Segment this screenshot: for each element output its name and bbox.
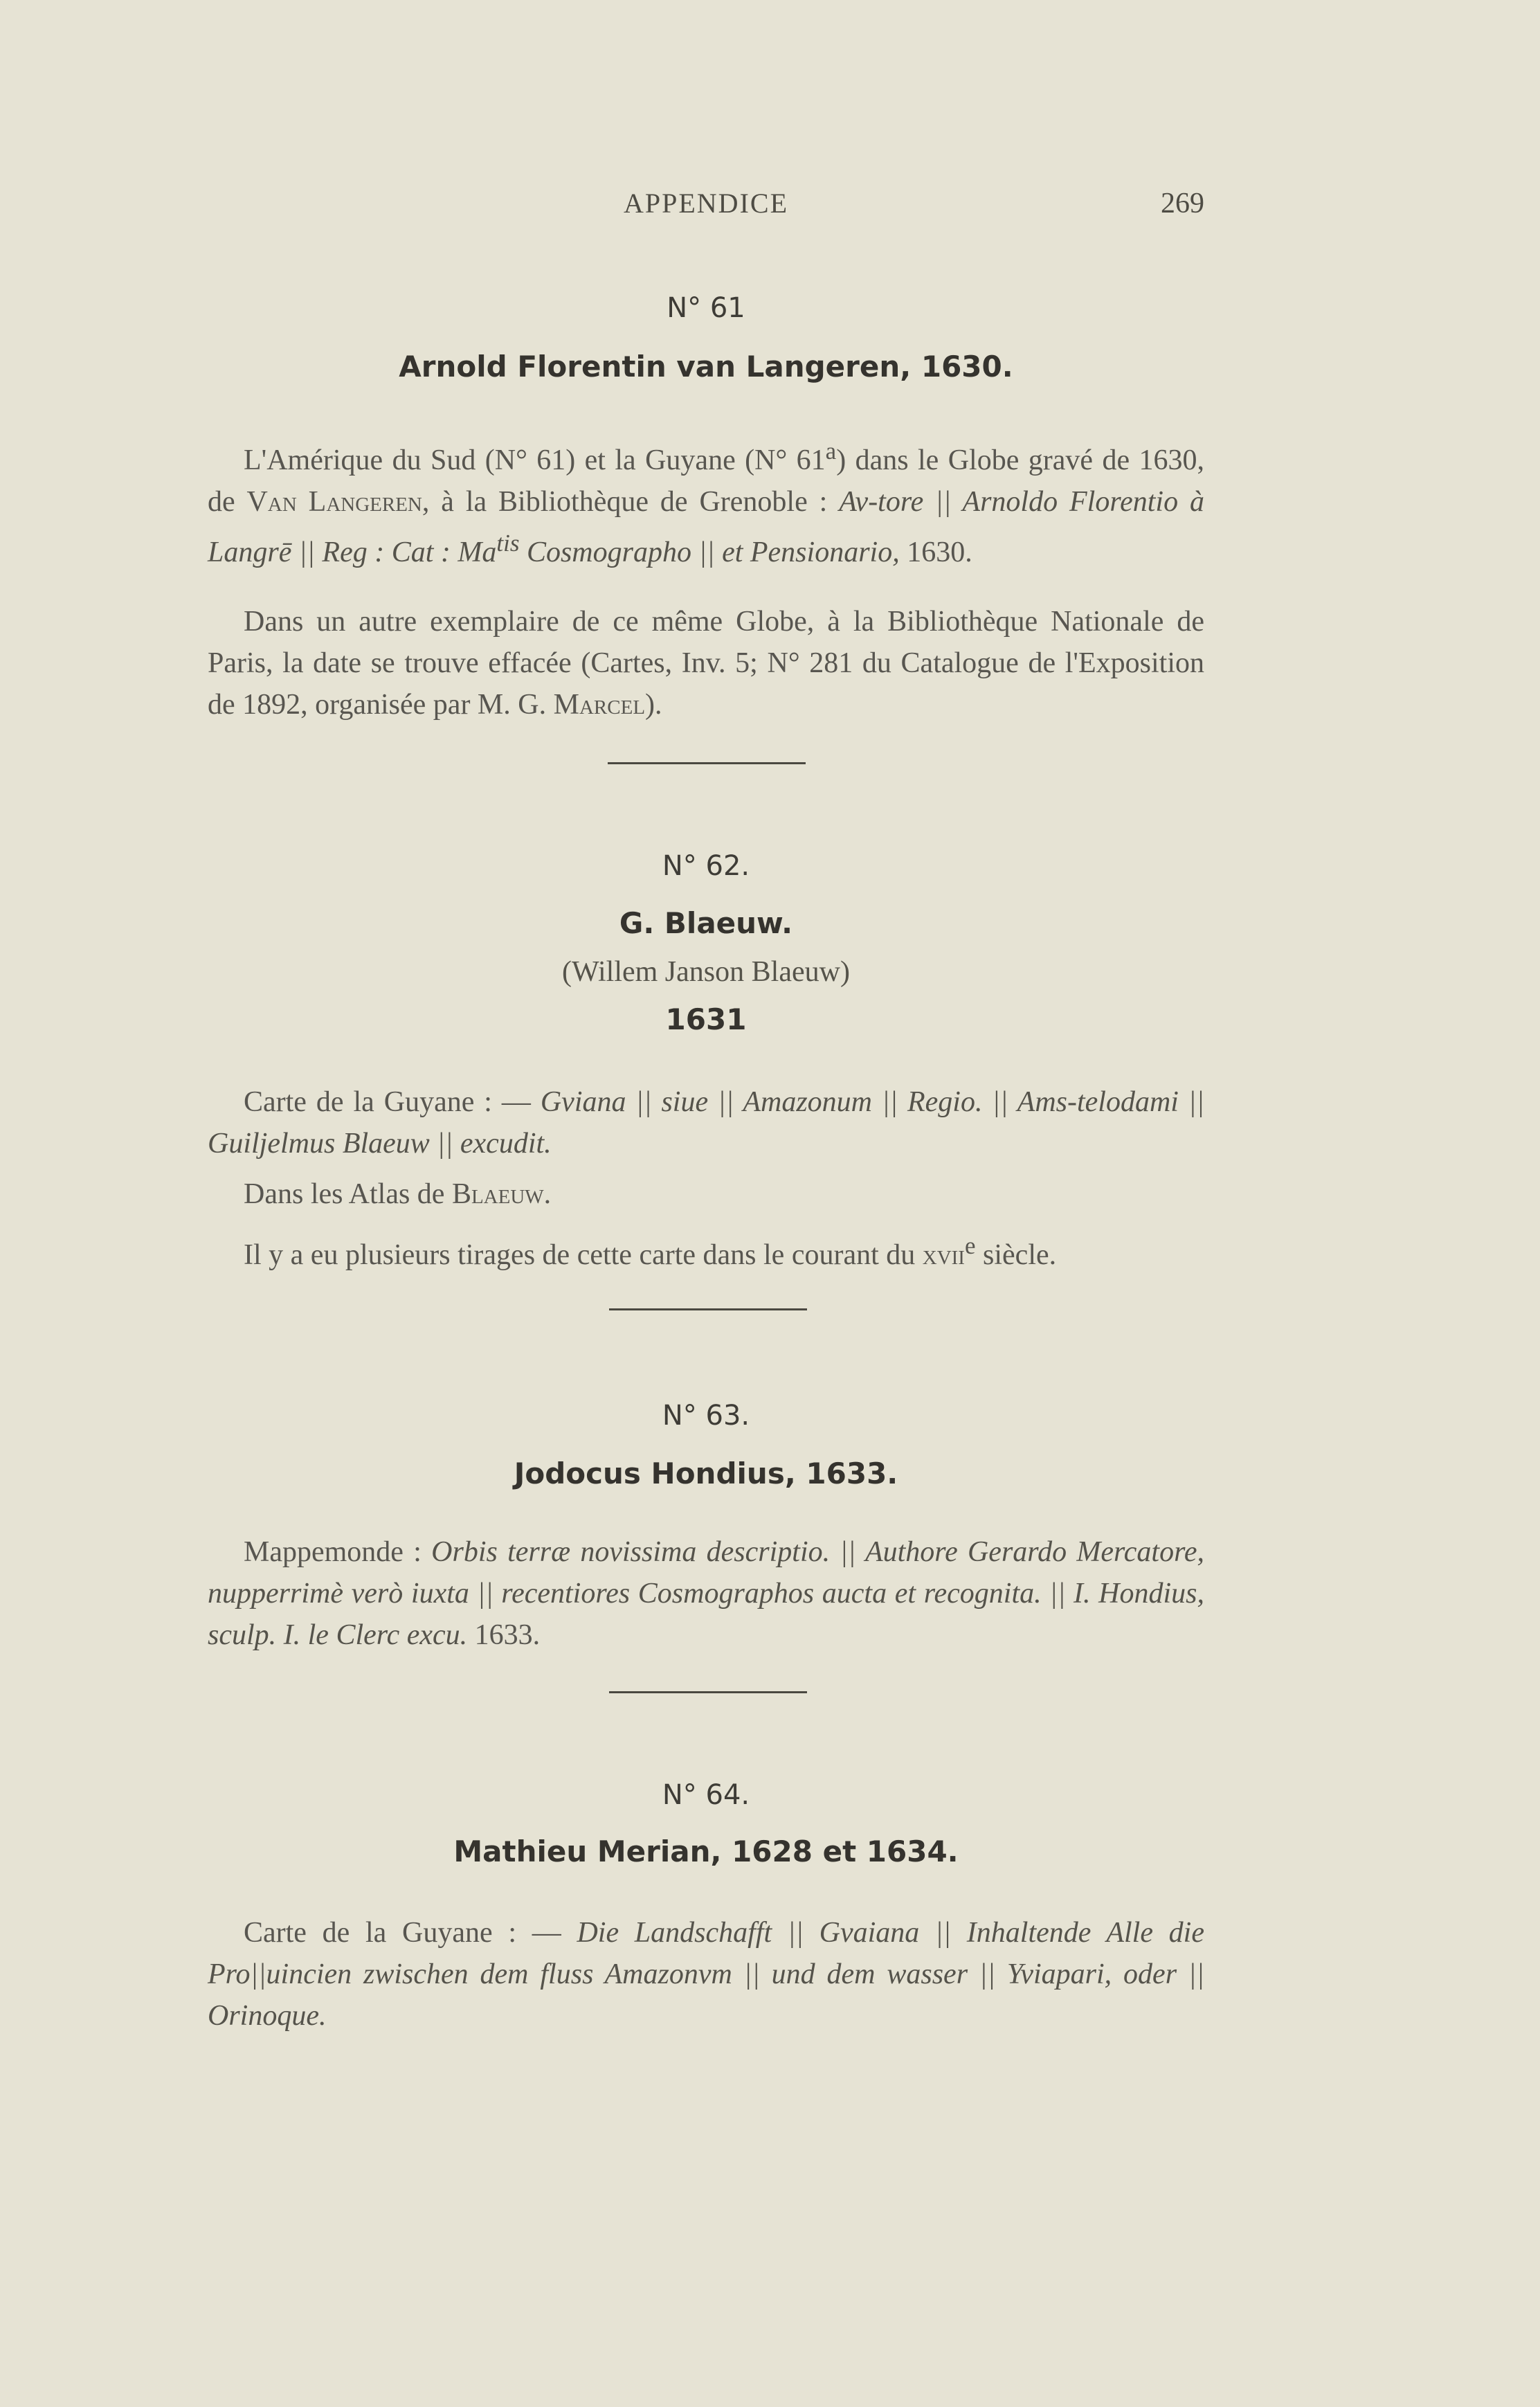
- entry-64-heading: Mathieu Merian, 1628 et 1634.: [453, 1834, 959, 1868]
- entry-64-number: N° 64.: [662, 1779, 750, 1811]
- entry-61-paragraph-1: L'Amérique du Sud (N° 61) et la Guyane (N° 61$^a$) dans le Globe gravé de 1630, de Van Langeren, à la Bibliothèque de Grenoble : Av-tore || Arnoldo Florentio à Langrē || Reg : Cat : $Ma^{tis}$ Cosmographo || et Pensionario, 1630.: [208, 438, 1204, 568]
- entry-61-paragraph-2: Dans un autre exemplaire de ce même Globe, à la Bibliothèque Nationale de Paris, la date se trouve effacée (Cartes, Inv. 5; N° 281 du Catalogue de l'Exposition de 1892, organisée par M. G. Marcel).: [208, 606, 1204, 721]
- section-divider-1: [608, 762, 806, 764]
- entry-63-paragraph-1: Mappemonde : Orbis terræ novissima descriptio. || Authore Gerardo Mercatore, nupperrimè verò iuxta || recentiores Cosmographos aucta et recognita. || I. Hondius, sculp. I. le Clerc excu. 1633.: [208, 1536, 1204, 1651]
- running-title: APPENDICE: [623, 188, 789, 219]
- entry-61-heading: Arnold Florentin van Langeren, 1630.: [399, 350, 1013, 384]
- entry-62-paragraph-3: Il y a eu plusieurs tirages de cette carte dans le courant du xvii$^e$ siècle.: [244, 1232, 1057, 1271]
- entry-64-paragraph-1: Carte de la Guyane : — Die Landschafft || Gvaiana || Inhaltende Alle die Pro||uincien zwischen dem fluss Amazonvm || und dem wasser || Yviapari, oder || Orinoque.: [208, 1917, 1204, 2032]
- entry-62-subline: (Willem Janson Blaeuw): [562, 956, 850, 988]
- running-head: [208, 187, 1204, 228]
- page-number: 269: [1161, 188, 1204, 219]
- entry-61-number: N° 61: [667, 292, 745, 324]
- section-divider-3: [609, 1691, 807, 1693]
- entry-62-paragraph-1: Carte de la Guyane : — Gviana || siue || Amazonum || Regio. || Ams-telodami || Guiljelmus Blaeuw || excudit.: [208, 1086, 1204, 1160]
- entry-63-number: N° 63.: [662, 1400, 750, 1432]
- entry-62-heading: G. Blaeuw.: [619, 906, 793, 940]
- entry-62-paragraph-2: Dans les Atlas de Blaeuw.: [244, 1178, 552, 1210]
- section-divider-2: [609, 1308, 807, 1310]
- entry-62-number: N° 62.: [662, 850, 750, 882]
- entry-63-heading: Jodocus Hondius, 1633.: [514, 1457, 898, 1490]
- entry-62-year: 1631: [665, 1002, 747, 1036]
